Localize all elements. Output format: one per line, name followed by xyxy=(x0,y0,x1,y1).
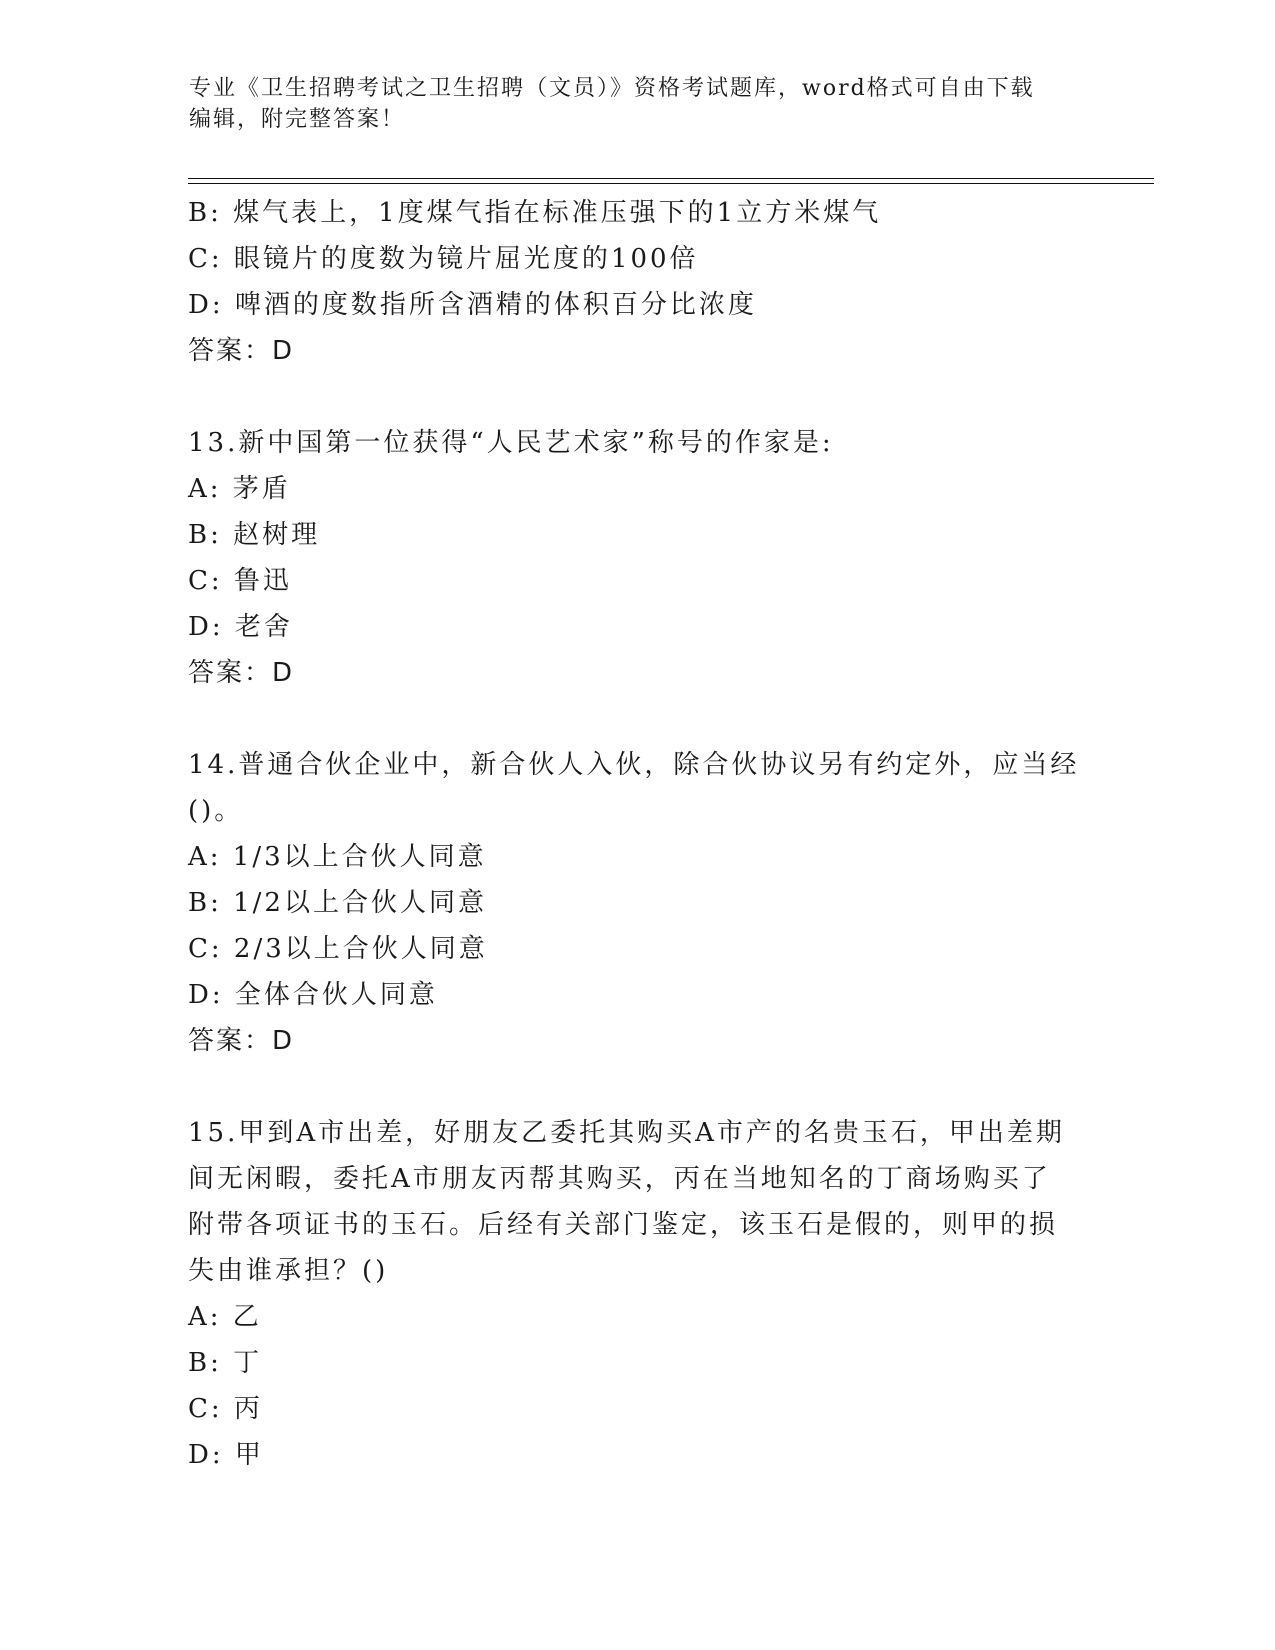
question-13-option-c: C: 鲁迅 xyxy=(188,566,292,596)
question-14-block xyxy=(188,742,1088,1064)
question-12-option-b: B: 煤气表上，1度煤气指在标准压强下的1立方米煤气 xyxy=(188,198,882,228)
question-14-option-d: D: 全体合伙人同意 xyxy=(188,980,438,1010)
question-12-option-d: D: 啤酒的度数指所含酒精的体积百分比浓度 xyxy=(188,290,757,320)
question-13-option-d: D: 老舍 xyxy=(188,612,293,642)
question-12-option-c: C: 眼镜片的度数为镜片屈光度的100倍 xyxy=(188,244,699,274)
question-14-option-b: B: 1/2以上合伙人同意 xyxy=(188,888,487,918)
question-15-option-c: C: 丙 xyxy=(188,1394,263,1424)
question-14-option-c: C: 2/3以上合伙人同意 xyxy=(188,934,488,964)
question-15-stem-line-2: 间无闲暇，委托A市朋友丙帮其购买，丙在当地知名的丁商场购买了 xyxy=(188,1164,1051,1194)
header-divider-bottom xyxy=(188,183,1154,184)
question-15-option-a: A: 乙 xyxy=(188,1302,262,1332)
question-14-stem-line-1: 14.普通合伙企业中，新合伙人入伙，除合伙协议另有约定外，应当经 xyxy=(188,750,1080,780)
question-13-stem: 13.新中国第一位获得“人民艺术家”称号的作家是: xyxy=(188,428,834,458)
question-15-stem-line-3: 附带各项证书的玉石。后经有关部门鉴定，该玉石是假的，则甲的损 xyxy=(188,1210,1059,1240)
question-14-answer: 答案：D xyxy=(188,1026,295,1056)
header-divider-top xyxy=(188,178,1154,179)
question-14-stem-line-2: ()。 xyxy=(188,796,244,826)
question-list xyxy=(188,190,1088,1478)
question-13-answer: 答案：D xyxy=(188,658,295,688)
question-15-stem-line-4: 失由谁承担？() xyxy=(188,1256,389,1286)
spacer xyxy=(188,696,1088,742)
header-line-2: 编辑，附完整答案！ xyxy=(189,107,406,132)
header-line-1: 专业《卫生招聘考试之卫生招聘（文员）》资格考试题库，word格式可自由下载 xyxy=(189,76,1035,101)
question-14-option-a: A: 1/3以上合伙人同意 xyxy=(188,842,487,872)
question-15-block xyxy=(188,1110,1088,1478)
question-13-block xyxy=(188,420,1088,696)
question-15-stem-line-1: 15.甲到A市出差，好朋友乙委托其购买A市产的名贵玉石，甲出差期 xyxy=(188,1118,1065,1148)
spacer xyxy=(188,374,1088,420)
document-header xyxy=(189,73,1069,135)
question-15-option-d: D: 甲 xyxy=(188,1440,264,1470)
question-13-option-a: A: 茅盾 xyxy=(188,474,291,504)
question-12-block xyxy=(188,190,1088,374)
question-13-option-b: B: 赵树理 xyxy=(188,520,321,550)
question-12-answer: 答案：D xyxy=(188,336,295,366)
question-15-option-b: B: 丁 xyxy=(188,1348,263,1378)
spacer xyxy=(188,1064,1088,1110)
